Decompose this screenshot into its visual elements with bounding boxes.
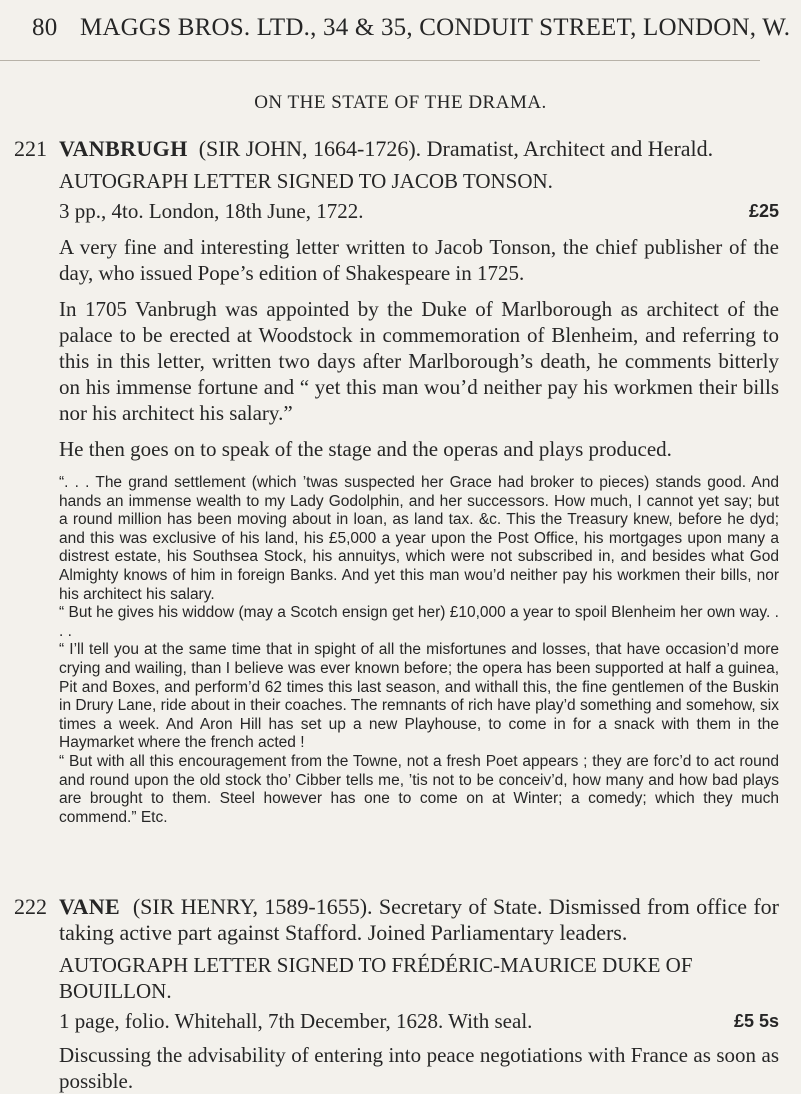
lot-number: 221 xyxy=(14,136,47,161)
publisher-line: MAGGS BROS. LTD., 34 & 35, CONDUIT STREET, LONDON, W. xyxy=(80,14,791,41)
description-paragraph: He then goes on to speak of the stage and the operas and plays produced. xyxy=(59,437,672,461)
lot-number: 222 xyxy=(14,894,47,919)
price: £25 xyxy=(748,201,779,221)
item-details: 1 page, folio. Whitehall, 7th December, 1628. With seal. xyxy=(59,1009,533,1033)
description-paragraph: A very fine and interesting letter written to Jacob Tonson, the chief publisher of the day, who issued Pope’s edition of Shakespeare in 1725. xyxy=(59,235,779,285)
entry-body xyxy=(59,894,779,1094)
entry-body xyxy=(59,136,779,827)
description-paragraph: Discussing the advisability of entering into peace negotiations with France as soon as possible. xyxy=(59,1043,779,1093)
quoted-passage: “ I’ll tell you at the same time that in spight of all the misfortunes and losses, that have occasion’d more crying and wailing, than I believe was ever known before; the opera has been supported at half a guinea, Pit and Boxes, and perform’d 62 times this last season, and withall this, the fine gentlemen of the Buskin in Drury Lane, ride about in their coaches. The remnants of rich have play’d something and somehow, six times a week. And Aron Hill has set up a new Playhouse, to come in for a snack with them in the Haymarket where the french acted ! xyxy=(59,641,779,752)
entry-name: VANBRUGH xyxy=(59,136,188,161)
section-title: ON THE STATE OF THE DRAMA. xyxy=(254,92,547,113)
entry-name: VANE xyxy=(59,894,121,919)
quoted-passage: “ But with all this encouragement from the Towne, not a fresh Poet appears ; they are forc’d to act round and round upon the old stock tho’ Cibber tells me, ’tis not to be conceiv’d, how many and how bad plays are brought to them. Steel however has one to come on at Winter; a comedy; which they much commend.” Etc. xyxy=(59,752,779,826)
entry-description: (SIR JOHN, 1664-1726). Dramatist, Architect and Herald. xyxy=(198,136,714,161)
autograph-line: AUTOGRAPH LETTER SIGNED TO FRÉDÉRIC-MAURICE DUKE OF BOUILLON. xyxy=(59,953,693,1003)
header-rule xyxy=(0,60,760,61)
price: £5 5s xyxy=(733,1011,779,1031)
quoted-passage: “ But he gives his widdow (may a Scotch ensign get her) £10,000 a year to spoil Blenheim her own way. . . . xyxy=(59,604,779,640)
description-paragraph: In 1705 Vanbrugh was appointed by the Duke of Marlborough as architect of the palace to be erected at Woodstock in commemoration of Blenheim, and referring to this in this letter, written two days after Marlborough’s death, he comments bitterly on his immense fortune and “ yet this man wou’d neither pay his workmen their bills nor his architect his salary.” xyxy=(59,297,779,425)
autograph-line: AUTOGRAPH LETTER SIGNED TO JACOB TONSON. xyxy=(59,169,553,193)
item-details: 3 pp., 4to. London, 18th June, 1722. xyxy=(59,199,364,223)
item-details-row xyxy=(59,1008,779,1034)
quoted-passage: “. . . The grand settlement (which ’twas suspected her Grace had broker to pieces) stands good. And hands an immense wealth to my Lady Godolphin, and her successors. How much, I cannot yet say; but a round million has been moving about in loan, as land tax. &c. This the Treasury knew, before he dyd; and this was exclusive of his land, his £5,000 a year upon the Post Office, his mortgages upon many a distrest estate, his Southsea Stock, his annuitys, which were not subscribed in, and besides what God Almighty knows of him in foreign Banks. And yet this man wou’d neither pay his workmen their bills, nor his architect his salary. xyxy=(59,474,779,603)
entry-description: (SIR HENRY, 1589-1655). Secretary of State. Dismissed from office for taking active part against Stafford. Joined Parliamentary leaders. xyxy=(59,894,779,945)
entry-heading xyxy=(59,894,779,946)
entry-heading xyxy=(59,136,779,162)
page-header xyxy=(32,14,791,42)
page-number: 80 xyxy=(32,14,58,41)
item-details-row xyxy=(59,198,779,224)
